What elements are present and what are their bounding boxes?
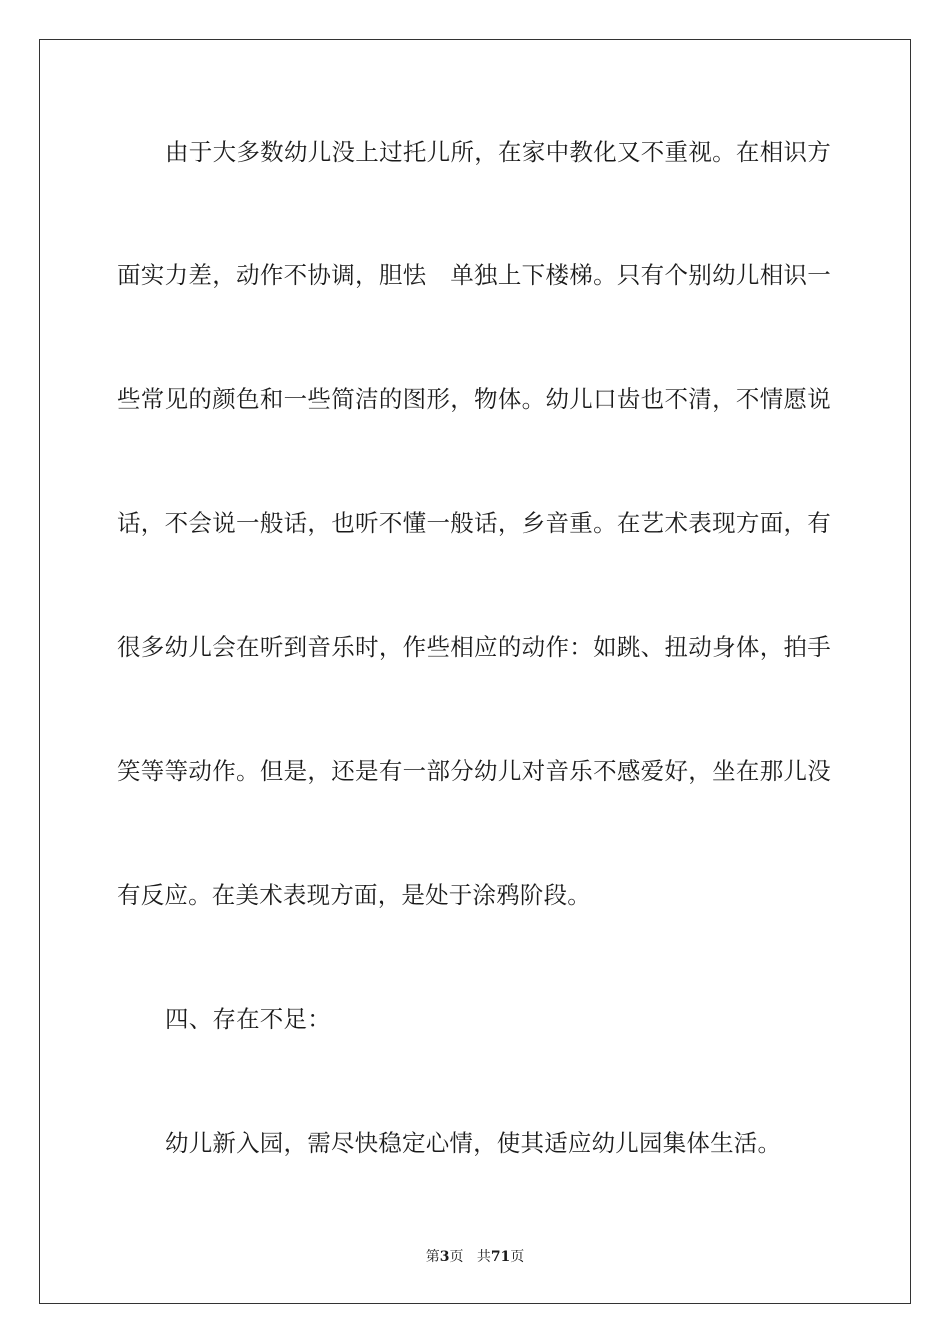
footer-total-prefix: 共 [476, 1249, 491, 1265]
paragraph: 幼儿新入园，需尽快稳定心情，使其适应幼儿园集体生活。 [165, 1129, 782, 1157]
footer-total-pages: 71 [490, 1249, 511, 1265]
paragraph-line: 笑等等动作。但是，还是有一部分幼儿对音乐不感爱好，坐在那儿没 [117, 757, 831, 785]
footer-page-number: 3 [439, 1249, 450, 1265]
paragraph-line: 些常见的颜色和一些简洁的图形，物体。幼儿口齿也不清，不情愿说 [117, 385, 831, 413]
paragraph-line: 面实力差，动作不协调，胆怯 单独上下楼梯。只有个别幼儿相识一 [117, 261, 831, 289]
section-heading: 四、存在不足： [165, 1005, 331, 1033]
paragraph-line: 话，不会说一般话，也听不懂一般话，乡音重。在艺术表现方面，有 [117, 509, 831, 537]
paragraph-last-line: 有反应。在美术表现方面，是处于涂鸦阶段。 [117, 881, 591, 909]
paragraph-line: 很多幼儿会在听到音乐时，作些相应的动作：如跳、扭动身体，拍手 [117, 633, 831, 661]
page-footer [0, 1248, 950, 1266]
footer-page-suffix: 页 [449, 1249, 464, 1265]
footer-total-suffix: 页 [510, 1249, 525, 1265]
footer-page-prefix: 第 [425, 1249, 440, 1265]
paragraph-line: 由于大多数幼儿没上过托儿所，在家中教化又不重视。在相识方 [165, 138, 831, 166]
page-border [39, 39, 911, 1304]
